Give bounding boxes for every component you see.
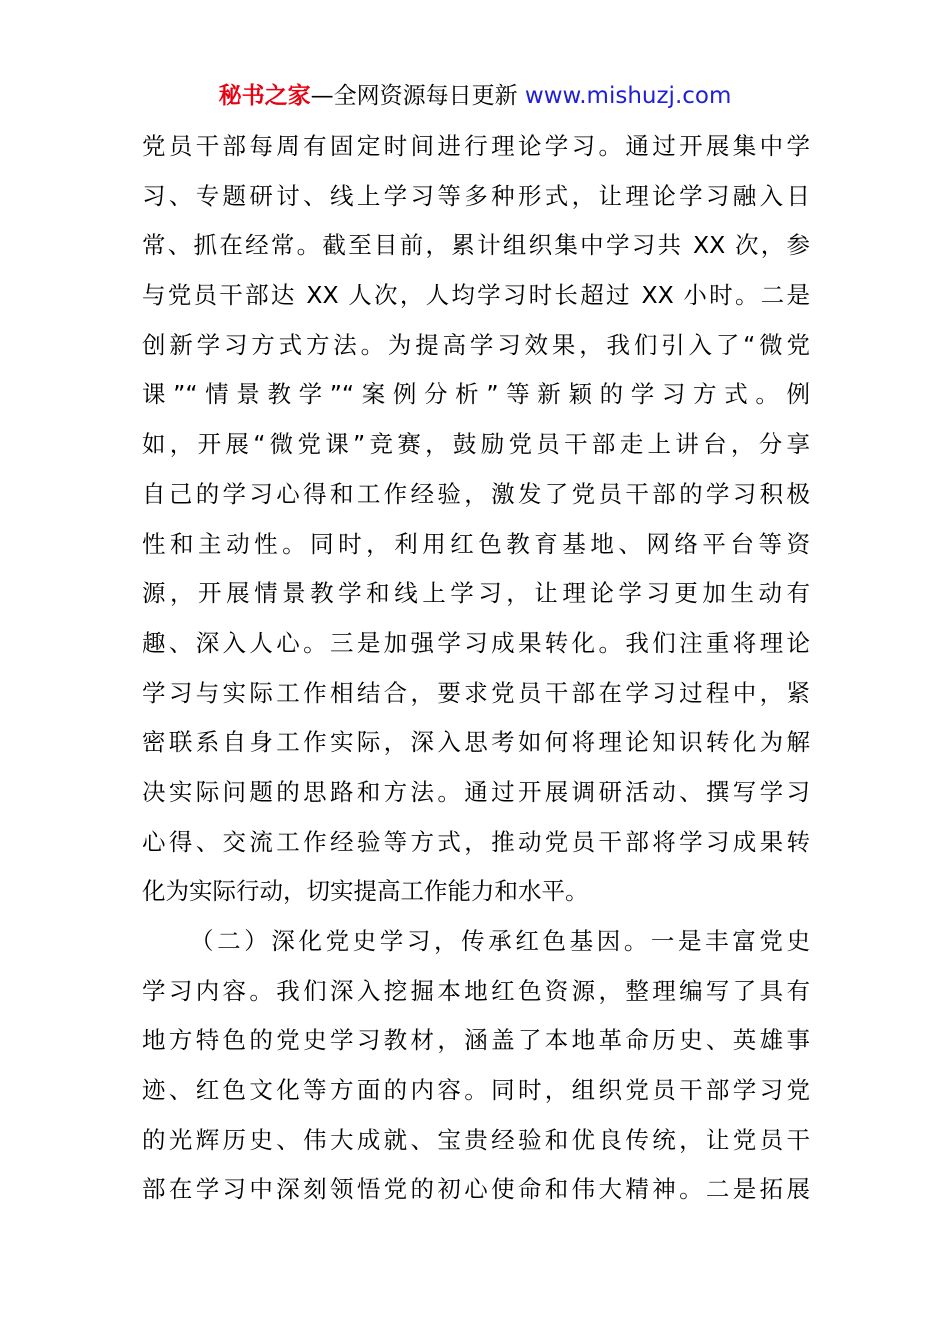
text-line: 常、抓在经常。截至目前，累计组织集中学习共 XX 次，参 <box>142 231 810 260</box>
text-line: 地方特色的党史学习教材，涵盖了本地革命历史、英雄事 <box>142 1026 810 1055</box>
text-line: 迹、红色文化等方面的内容。同时，组织党员干部学习党 <box>142 1076 810 1105</box>
text-line: 学习与实际工作相结合，要求党员干部在学习过程中，紧 <box>142 678 810 707</box>
text-line: 课”“情景教学”“案例分析”等新颖的学习方式。例 <box>142 380 810 409</box>
site-tagline: —全网资源每日更新 <box>310 83 518 109</box>
text-line: 密联系自身工作实际，深入思考如何将理论知识转化为解 <box>142 728 810 757</box>
text-line: 自己的学习心得和工作经验，激发了党员干部的学习积极 <box>142 479 810 508</box>
text-line: 趣、深入人心。三是加强学习成果转化。我们注重将理论 <box>142 628 810 657</box>
text-line: 党员干部每周有固定时间进行理论学习。通过开展集中学 <box>142 132 810 160</box>
text-line: 与党员干部达 XX 人次，人均学习时长超过 XX 小时。二是 <box>142 281 810 310</box>
text-line: 决实际问题的思路和方法。通过开展调研活动、撰写学习 <box>142 777 810 806</box>
text-line: 习、专题研讨、线上学习等多种形式，让理论学习融入日 <box>142 181 810 210</box>
section-heading-line: （二）深化党史学习，传承红色基因。一是丰富党史 <box>190 927 810 955</box>
text-line: 部在学习中深刻领悟党的初心使命和伟大精神。二是拓展 <box>142 1175 810 1204</box>
site-brand: 秘书之家 <box>218 83 311 109</box>
document-body <box>142 122 810 1215</box>
text-line: 源，开展情景教学和线上学习，让理论学习更加生动有 <box>142 579 810 608</box>
text-line: 心得、交流工作经验等方式，推动党员干部将学习成果转 <box>142 827 810 856</box>
text-line: 如，开展“微党课”竞赛，鼓励党员干部走上讲台，分享 <box>142 430 810 459</box>
text-line: 创新学习方式方法。为提高学习效果，我们引入了“微党 <box>142 330 810 359</box>
page-header <box>0 80 950 112</box>
text-line: 学习内容。我们深入挖掘本地红色资源，整理编写了具有 <box>142 976 810 1005</box>
text-line: 化为实际行动，切实提高工作能力和水平。 <box>142 877 589 906</box>
site-url[interactable]: www.mishuzj.com <box>524 83 732 109</box>
text-line: 性和主动性。同时，利用红色教育基地、网络平台等资 <box>142 529 810 558</box>
text-line: 的光辉历史、伟大成就、宝贵经验和优良传统，让党员干 <box>142 1125 810 1154</box>
